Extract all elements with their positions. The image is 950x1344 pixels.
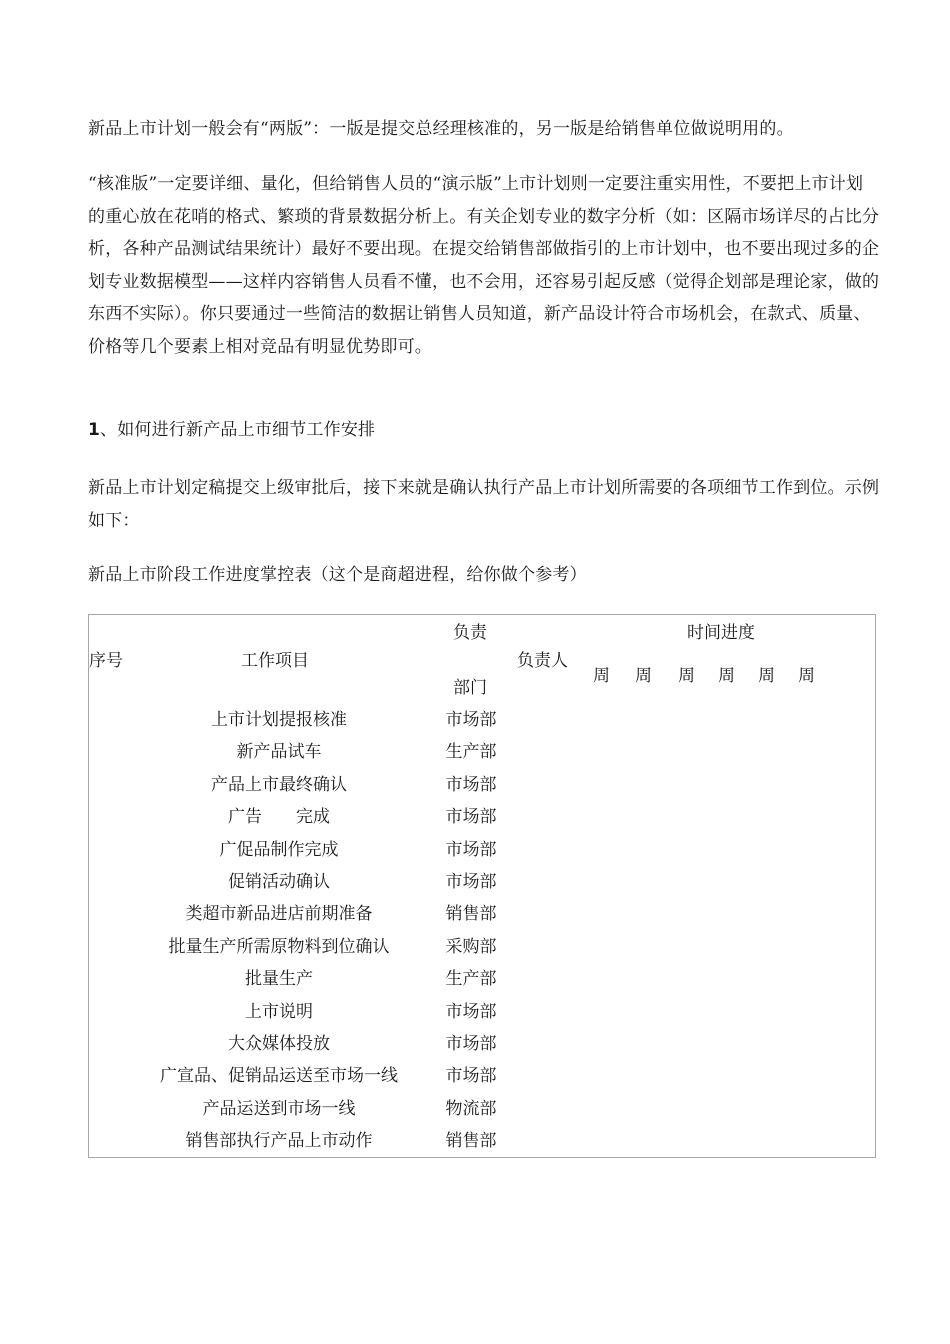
table-row-item: 上市说明 [245,1001,313,1022]
table-row-item: 大众媒体投放 [228,1034,330,1054]
table-row-dept: 市场部 [445,1066,497,1087]
table-row-item: 上市计划提报核准 [211,710,347,730]
week-header: 周 [798,666,815,686]
week-header: 周 [678,666,695,686]
header-owner: 负责人 [517,651,568,671]
table-row-item: 批量生产 [245,969,313,990]
table-row-dept: 市场部 [445,872,497,892]
header-progress: 时间进度 [687,623,755,643]
week-header: 周 [758,666,775,686]
table-row-dept: 市场部 [445,1001,497,1022]
table-row-item: 广宣品、促销品运送至市场一线 [160,1066,398,1087]
heading-number: 1 [88,420,101,440]
table-caption: 新品上市阶段工作进度掌控表（这个是商超进程，给你做个参考） [88,565,587,585]
table-row-item: 产品上市最终确认 [211,774,347,795]
table-row-item: 促销活动确认 [228,872,330,892]
header-dept-bottom: 部门 [453,678,487,698]
instruction-paragraph: 新品上市计划定稿提交上级审批后，接下来就是确认执行产品上市计划所需要的各项细节工作到位。示例如下： [88,478,880,531]
table-row-dept: 市场部 [445,807,497,828]
week-header: 周 [718,666,735,686]
table-row-item: 批量生产所需原物料到位确认 [168,936,390,957]
table-row-item: 广告 完成 [228,807,330,828]
heading-text: 、如何进行新产品上市细节工作安排 [100,420,376,440]
table-row-dept: 销售部 [445,904,497,925]
table-row-item: 广促品制作完成 [219,839,339,860]
table-row-dept: 物流部 [445,1098,497,1119]
progress-table [88,614,876,1158]
table-row-dept: 市场部 [445,839,497,860]
table-row-item: 产品运送到市场一线 [202,1098,356,1119]
table-row-dept: 采购部 [445,936,497,957]
header-seq: 序号 [89,651,123,671]
header-dept-top: 负责 [453,623,487,643]
table-row-dept: 市场部 [445,774,497,795]
header-item: 工作项目 [241,651,309,671]
week-header: 周 [635,666,652,686]
table-row-item: 类超市新品进店前期准备 [185,904,373,925]
table-row-dept: 生产部 [445,742,497,763]
section-heading [88,414,880,447]
week-header: 周 [593,666,610,686]
intro-paragraph: 新品上市计划一般会有“两版”：一版是提交总经理核准的，另一版是给销售单位做说明用的。 [88,119,794,139]
table-row-dept: 市场部 [445,1034,497,1054]
table-row-dept: 销售部 [445,1131,497,1152]
table-row-dept: 生产部 [445,969,497,990]
body-paragraph: “核准版”一定要详细、量化，但给销售人员的“演示版”上市计划则一定要注重实用性，不要把上市计划的重心放在花哨的格式、繁琐的背景数据分析上。有关企划专业的数字分析（如：区隔市场详尽的占比分析，各种产品测试结果统计）最好不要出现。在提交给销售部做指引的上市计划中，也不要出现过多的企划专业数据模型——这样内容销售人员看不懂，也不会用，还容易引起反感（觉得企划部是理论家，做的东西不实际）。你只要通过一些简洁的数据让销售人员知道，新产品设计符合市场机会，在款式、质量、价格等几个要素上相对竞品有明显优势即可。 [88,174,880,357]
table-row-item: 销售部执行产品上市动作 [185,1131,373,1152]
table-row-dept: 市场部 [445,710,497,730]
table-row-item: 新产品试车 [236,742,322,763]
